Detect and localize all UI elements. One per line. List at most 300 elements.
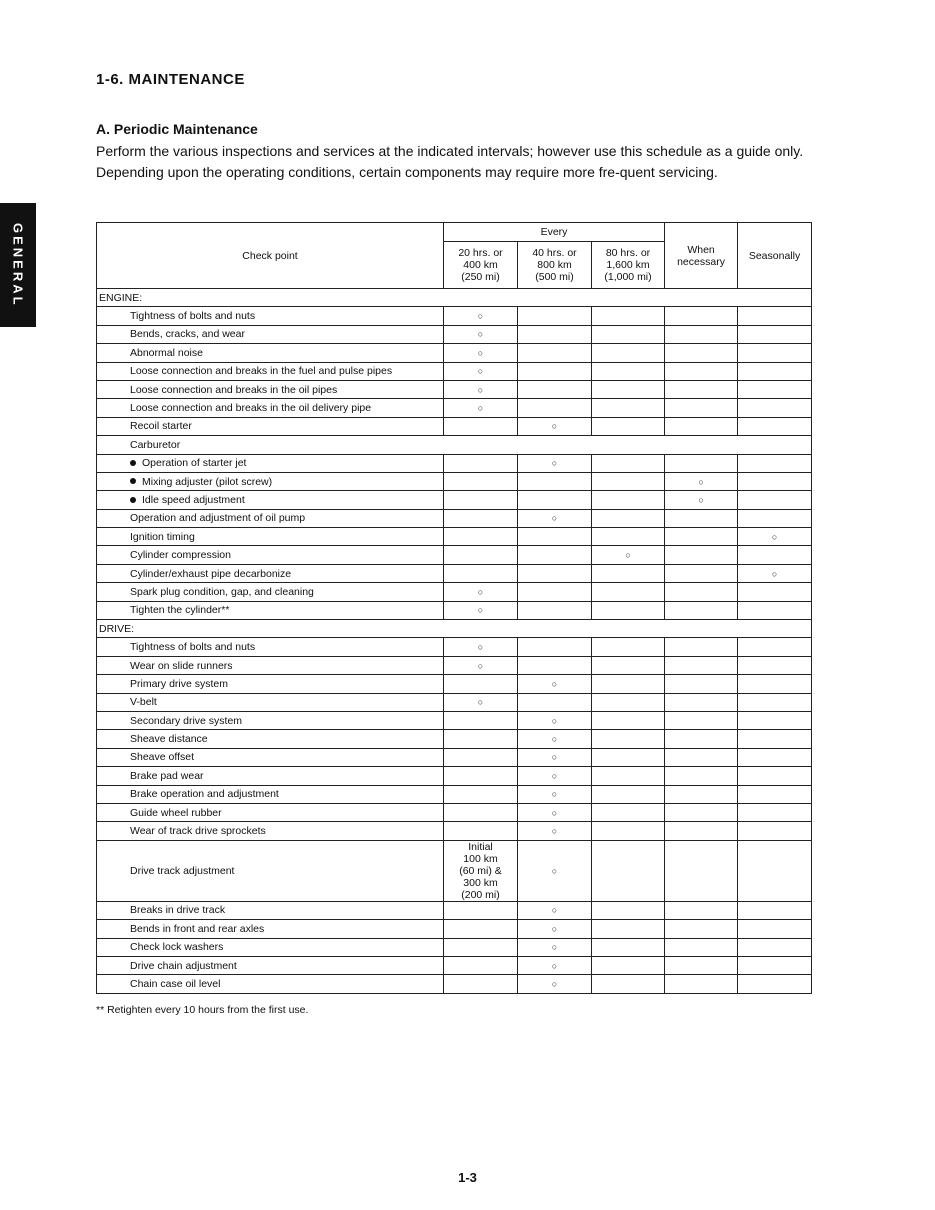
- interval-cell: [518, 307, 592, 325]
- interval-cell: [665, 822, 738, 840]
- interval-cell: [518, 454, 592, 472]
- table-row: [97, 325, 812, 343]
- interval-cell: [665, 938, 738, 956]
- interval-cell: [665, 920, 738, 938]
- table-header: [97, 223, 812, 289]
- interval-cell: [444, 975, 518, 993]
- interval-cell: [592, 938, 665, 956]
- interval-cell: [665, 693, 738, 711]
- when-necessary-header: [665, 223, 738, 289]
- interval-cell: [518, 767, 592, 785]
- interval-cell: [592, 325, 665, 343]
- check-point-label: Primary drive system: [130, 677, 229, 690]
- table-row: [97, 730, 812, 748]
- interval-cell: [665, 344, 738, 362]
- category-row: [97, 620, 812, 638]
- check-mark-icon: ○: [477, 660, 484, 671]
- check-mark-icon: ○: [551, 960, 558, 971]
- interval-cell: [738, 454, 812, 472]
- interval-cell: [738, 767, 812, 785]
- interval-cell: [518, 711, 592, 729]
- table-row: [97, 417, 812, 435]
- initial-interval-line: (200 mi): [461, 888, 500, 901]
- group-row: [97, 436, 812, 454]
- check-point-cell: [97, 399, 444, 417]
- check-point-label: Drive chain adjustment: [130, 959, 237, 972]
- interval-cell: [518, 938, 592, 956]
- check-point-cell: [97, 417, 444, 435]
- section-title: 1-6. MAINTENANCE: [96, 71, 245, 88]
- interval-cell: [518, 344, 592, 362]
- table-row: [97, 528, 812, 546]
- interval-cell: [665, 417, 738, 435]
- interval-cell: [444, 583, 518, 601]
- check-point-label: Tighten the cylinder**: [130, 604, 230, 617]
- check-point-label: Bends in front and rear axles: [130, 922, 265, 935]
- interval-cell: [518, 362, 592, 380]
- initial-interval-line: 300 km: [463, 876, 498, 889]
- interval-cell: [518, 748, 592, 766]
- check-point-cell: [97, 693, 444, 711]
- check-point-cell: [97, 564, 444, 582]
- interval-cell: [444, 344, 518, 362]
- check-mark-icon: ○: [771, 568, 778, 579]
- check-point-label: Operation of starter jet: [142, 457, 247, 470]
- check-mark-icon: ○: [551, 770, 558, 781]
- check-point-label: Mixing adjuster (pilot screw): [142, 475, 273, 488]
- interval-cell: [444, 840, 518, 901]
- interval-cell: [665, 675, 738, 693]
- interval-cell: [738, 920, 812, 938]
- interval-cell: [518, 785, 592, 803]
- interval-cell: [518, 399, 592, 417]
- check-mark-icon: ○: [477, 384, 484, 395]
- interval-cell: [592, 767, 665, 785]
- check-point-cell: [97, 767, 444, 785]
- interval-cell: [665, 362, 738, 380]
- check-point-label: Wear on slide runners: [130, 659, 233, 672]
- when-necessary-line-2: necessary: [677, 255, 725, 268]
- interval-cell: [592, 901, 665, 919]
- page-number: 1-3: [458, 1170, 477, 1185]
- interval-cell: [444, 307, 518, 325]
- interval-cell: [444, 901, 518, 919]
- interval-cell: [592, 711, 665, 729]
- interval-cell: [592, 656, 665, 674]
- interval-cell: [518, 509, 592, 527]
- when-necessary-line-1: When: [687, 243, 715, 256]
- interval-cell: [665, 583, 738, 601]
- interval-cell: [592, 730, 665, 748]
- check-point-cell: [97, 785, 444, 803]
- interval-cell: [518, 803, 592, 821]
- interval-cell: [518, 491, 592, 509]
- interval-cell: [665, 975, 738, 993]
- interval-cell: [444, 730, 518, 748]
- interval-cell: [444, 362, 518, 380]
- check-mark-icon: ○: [551, 734, 558, 745]
- check-point-label: Operation and adjustment of oil pump: [130, 512, 306, 525]
- check-point-cell: [97, 601, 444, 619]
- interval-cell: [518, 656, 592, 674]
- interval-cell: [444, 711, 518, 729]
- table-row: [97, 975, 812, 993]
- interval-cell: [592, 454, 665, 472]
- table-row: [97, 693, 812, 711]
- check-point-cell: [97, 901, 444, 919]
- interval-cell: [665, 730, 738, 748]
- table-row: [97, 785, 812, 803]
- interval-cell: [444, 767, 518, 785]
- check-mark-icon: ○: [551, 789, 558, 800]
- interval-cell: [518, 822, 592, 840]
- check-point-cell: [97, 344, 444, 362]
- interval-cell: [444, 938, 518, 956]
- interval-line: 400 km: [463, 259, 498, 271]
- check-point-cell: [97, 730, 444, 748]
- category-row: [97, 289, 812, 307]
- interval-cell: [592, 840, 665, 901]
- interval-cell: [665, 399, 738, 417]
- interval-cell: [665, 564, 738, 582]
- interval-cell: [518, 840, 592, 901]
- check-mark-icon: ○: [698, 494, 704, 505]
- interval-cell: [518, 975, 592, 993]
- interval-cell: [738, 638, 812, 656]
- interval-cell: [444, 822, 518, 840]
- check-point-label: Sheave distance: [130, 733, 208, 746]
- interval-cell: [738, 748, 812, 766]
- table-row: [97, 656, 812, 674]
- check-point-cell: [97, 509, 444, 527]
- check-mark-icon: ○: [477, 605, 484, 616]
- table-row: [97, 472, 812, 490]
- check-mark-icon: ○: [551, 826, 558, 837]
- interval-cell: [444, 417, 518, 435]
- interval-cell: [592, 564, 665, 582]
- interval-cell: [592, 601, 665, 619]
- check-point-cell: [97, 748, 444, 766]
- interval-cell: [592, 975, 665, 993]
- table-row: [97, 344, 812, 362]
- check-point-label: Ignition timing: [130, 530, 195, 543]
- interval-header-80hrs: [592, 242, 665, 289]
- check-point-header: Check point: [97, 223, 444, 289]
- check-point-cell: [97, 546, 444, 564]
- interval-cell: [592, 380, 665, 398]
- interval-line: (250 mi): [461, 271, 500, 283]
- interval-cell: [738, 693, 812, 711]
- interval-cell: [444, 546, 518, 564]
- check-point-label: Chain case oil level: [130, 977, 221, 990]
- interval-cell: [665, 325, 738, 343]
- interval-cell: [738, 675, 812, 693]
- category-label: ENGINE:: [97, 289, 812, 307]
- table-row: [97, 748, 812, 766]
- check-point-cell: [97, 822, 444, 840]
- table-row: [97, 638, 812, 656]
- check-point-label: Guide wheel rubber: [130, 806, 222, 819]
- interval-cell: [665, 767, 738, 785]
- check-point-label: Spark plug condition, gap, and cleaning: [130, 585, 314, 598]
- table-row: [97, 509, 812, 527]
- table-row: [97, 711, 812, 729]
- check-point-cell: [97, 362, 444, 380]
- interval-cell: [592, 675, 665, 693]
- interval-line: 20 hrs. or: [458, 247, 503, 259]
- interval-cell: [665, 748, 738, 766]
- interval-cell: [665, 491, 738, 509]
- check-point-label: Drive track adjustment: [130, 864, 235, 877]
- table-row: [97, 767, 812, 785]
- maintenance-schedule-table: [96, 222, 812, 994]
- check-point-label: Secondary drive system: [130, 714, 243, 727]
- interval-cell: [738, 380, 812, 398]
- check-point-cell: [97, 956, 444, 974]
- interval-cell: [592, 803, 665, 821]
- check-mark-icon: ○: [551, 942, 558, 953]
- check-mark-icon: ○: [477, 697, 484, 708]
- interval-cell: [444, 528, 518, 546]
- bullet-icon: [130, 460, 136, 466]
- table-row: [97, 938, 812, 956]
- interval-cell: [665, 901, 738, 919]
- every-header: Every: [444, 223, 665, 242]
- interval-cell: [738, 344, 812, 362]
- check-point-cell: [97, 675, 444, 693]
- interval-cell: [665, 307, 738, 325]
- check-point-label: Recoil starter: [130, 420, 192, 433]
- table-row: [97, 840, 812, 901]
- footnote: ** Retighten every 10 hours from the first use.: [96, 1004, 309, 1016]
- table-row: [97, 362, 812, 380]
- check-point-cell: [97, 472, 444, 490]
- check-mark-icon: ○: [551, 865, 558, 876]
- interval-cell: [444, 472, 518, 490]
- interval-cell: [592, 344, 665, 362]
- interval-cell: [665, 546, 738, 564]
- interval-cell: [592, 785, 665, 803]
- check-point-cell: [97, 454, 444, 472]
- table-row: [97, 803, 812, 821]
- check-point-label: Tightness of bolts and nuts: [130, 310, 256, 323]
- interval-cell: [444, 454, 518, 472]
- check-mark-icon: ○: [551, 978, 558, 989]
- check-mark-icon: ○: [625, 550, 631, 561]
- interval-cell: [592, 528, 665, 546]
- interval-cell: [738, 472, 812, 490]
- table-row: [97, 822, 812, 840]
- check-mark-icon: ○: [551, 807, 558, 818]
- check-mark-icon: ○: [771, 531, 778, 542]
- check-point-cell: [97, 583, 444, 601]
- check-mark-icon: ○: [477, 642, 484, 653]
- check-mark-icon: ○: [477, 347, 484, 358]
- group-label: Carburetor: [97, 436, 812, 454]
- interval-cell: [738, 307, 812, 325]
- check-point-cell: [97, 528, 444, 546]
- interval-cell: [592, 748, 665, 766]
- interval-cell: [592, 417, 665, 435]
- interval-cell: [444, 693, 518, 711]
- interval-cell: [592, 472, 665, 490]
- interval-cell: [444, 675, 518, 693]
- interval-cell: [518, 601, 592, 619]
- check-point-label: Check lock washers: [130, 941, 224, 954]
- interval-line: (1,000 mi): [604, 271, 652, 283]
- interval-cell: [518, 380, 592, 398]
- category-label: DRIVE:: [97, 620, 812, 638]
- check-point-cell: [97, 638, 444, 656]
- interval-cell: [518, 564, 592, 582]
- interval-cell: [665, 840, 738, 901]
- table-row: [97, 380, 812, 398]
- interval-header-20hrs: [444, 242, 518, 289]
- interval-cell: [518, 472, 592, 490]
- check-point-cell: [97, 656, 444, 674]
- interval-cell: [738, 822, 812, 840]
- check-mark-icon: ○: [551, 458, 558, 469]
- bullet-icon: [130, 478, 136, 484]
- interval-cell: [518, 693, 592, 711]
- interval-cell: [444, 920, 518, 938]
- interval-cell: [592, 583, 665, 601]
- interval-cell: [665, 785, 738, 803]
- interval-cell: [518, 583, 592, 601]
- interval-cell: [738, 546, 812, 564]
- check-point-cell: [97, 938, 444, 956]
- interval-cell: [518, 675, 592, 693]
- interval-cell: [518, 638, 592, 656]
- table-row: [97, 901, 812, 919]
- interval-cell: [665, 803, 738, 821]
- check-point-cell: [97, 491, 444, 509]
- check-mark-icon: ○: [551, 678, 558, 689]
- interval-cell: [444, 491, 518, 509]
- check-point-label: Brake pad wear: [130, 769, 204, 782]
- check-point-label: V-belt: [130, 696, 157, 709]
- check-mark-icon: ○: [551, 752, 558, 763]
- interval-cell: [444, 785, 518, 803]
- interval-cell: [738, 417, 812, 435]
- table-row: [97, 920, 812, 938]
- interval-line: 1,600 km: [606, 259, 650, 271]
- interval-cell: [665, 711, 738, 729]
- interval-cell: [738, 901, 812, 919]
- check-point-label: Sheave offset: [130, 751, 195, 764]
- interval-cell: [738, 601, 812, 619]
- interval-cell: [738, 785, 812, 803]
- check-mark-icon: ○: [551, 421, 558, 432]
- section-side-tab: [0, 203, 36, 327]
- check-mark-icon: ○: [477, 586, 484, 597]
- interval-cell: [592, 509, 665, 527]
- interval-cell: [738, 399, 812, 417]
- interval-cell: [738, 528, 812, 546]
- interval-cell: [738, 362, 812, 380]
- check-point-label: Cylinder compression: [130, 549, 231, 562]
- check-mark-icon: ○: [477, 403, 484, 414]
- interval-cell: [665, 601, 738, 619]
- check-point-cell: [97, 840, 444, 901]
- interval-cell: [592, 362, 665, 380]
- check-point-label: Cylinder/exhaust pipe decarbonize: [130, 567, 292, 580]
- table-row: [97, 546, 812, 564]
- interval-cell: [444, 638, 518, 656]
- interval-cell: [592, 920, 665, 938]
- interval-cell: [665, 472, 738, 490]
- check-point-label: Loose connection and breaks in the fuel and pulse pipes: [130, 365, 393, 378]
- interval-cell: [738, 975, 812, 993]
- table-row: [97, 564, 812, 582]
- interval-cell: [592, 491, 665, 509]
- interval-cell: [738, 711, 812, 729]
- check-point-cell: [97, 380, 444, 398]
- bullet-icon: [130, 497, 136, 503]
- interval-cell: [738, 938, 812, 956]
- interval-cell: [592, 693, 665, 711]
- intro-paragraph: Perform the various inspections and services at the indicated intervals; however use this schedule as a guide only. Depending upon the operating conditions, certain components may require more fre-quent servicing.: [96, 143, 804, 180]
- interval-cell: [738, 803, 812, 821]
- check-mark-icon: ○: [477, 311, 484, 322]
- check-point-label: Breaks in drive track: [130, 904, 226, 917]
- check-point-cell: [97, 307, 444, 325]
- initial-interval-line: 100 km: [463, 852, 498, 865]
- interval-cell: [738, 564, 812, 582]
- interval-cell: [592, 546, 665, 564]
- table-row: [97, 307, 812, 325]
- table-row: [97, 399, 812, 417]
- interval-cell: [665, 509, 738, 527]
- check-mark-icon: ○: [551, 715, 558, 726]
- table-row: [97, 956, 812, 974]
- side-tab-label: GENERAL: [10, 222, 26, 308]
- check-mark-icon: ○: [698, 476, 704, 487]
- interval-cell: [665, 956, 738, 974]
- interval-line: 80 hrs. or: [605, 247, 651, 259]
- interval-cell: [444, 656, 518, 674]
- check-point-label: Bends, cracks, and wear: [130, 328, 245, 341]
- check-point-cell: [97, 803, 444, 821]
- check-point-cell: [97, 711, 444, 729]
- interval-cell: [738, 730, 812, 748]
- interval-cell: [592, 399, 665, 417]
- check-mark-icon: ○: [551, 513, 558, 524]
- interval-cell: [665, 454, 738, 472]
- interval-cell: [518, 956, 592, 974]
- check-mark-icon: ○: [551, 923, 558, 934]
- interval-cell: [592, 956, 665, 974]
- initial-interval-line: (60 mi) &: [459, 864, 502, 877]
- interval-cell: [518, 546, 592, 564]
- interval-cell: [738, 325, 812, 343]
- interval-cell: [444, 956, 518, 974]
- check-point-label: Brake operation and adjustment: [130, 788, 279, 801]
- interval-cell: [444, 380, 518, 398]
- interval-cell: [518, 417, 592, 435]
- interval-cell: [444, 601, 518, 619]
- initial-interval-line: Initial: [468, 840, 493, 853]
- table-row: [97, 491, 812, 509]
- interval-cell: [592, 822, 665, 840]
- interval-cell: [665, 380, 738, 398]
- interval-cell: [444, 803, 518, 821]
- interval-cell: [518, 730, 592, 748]
- interval-cell: [592, 638, 665, 656]
- check-point-cell: [97, 920, 444, 938]
- table-row: [97, 454, 812, 472]
- interval-cell: [444, 564, 518, 582]
